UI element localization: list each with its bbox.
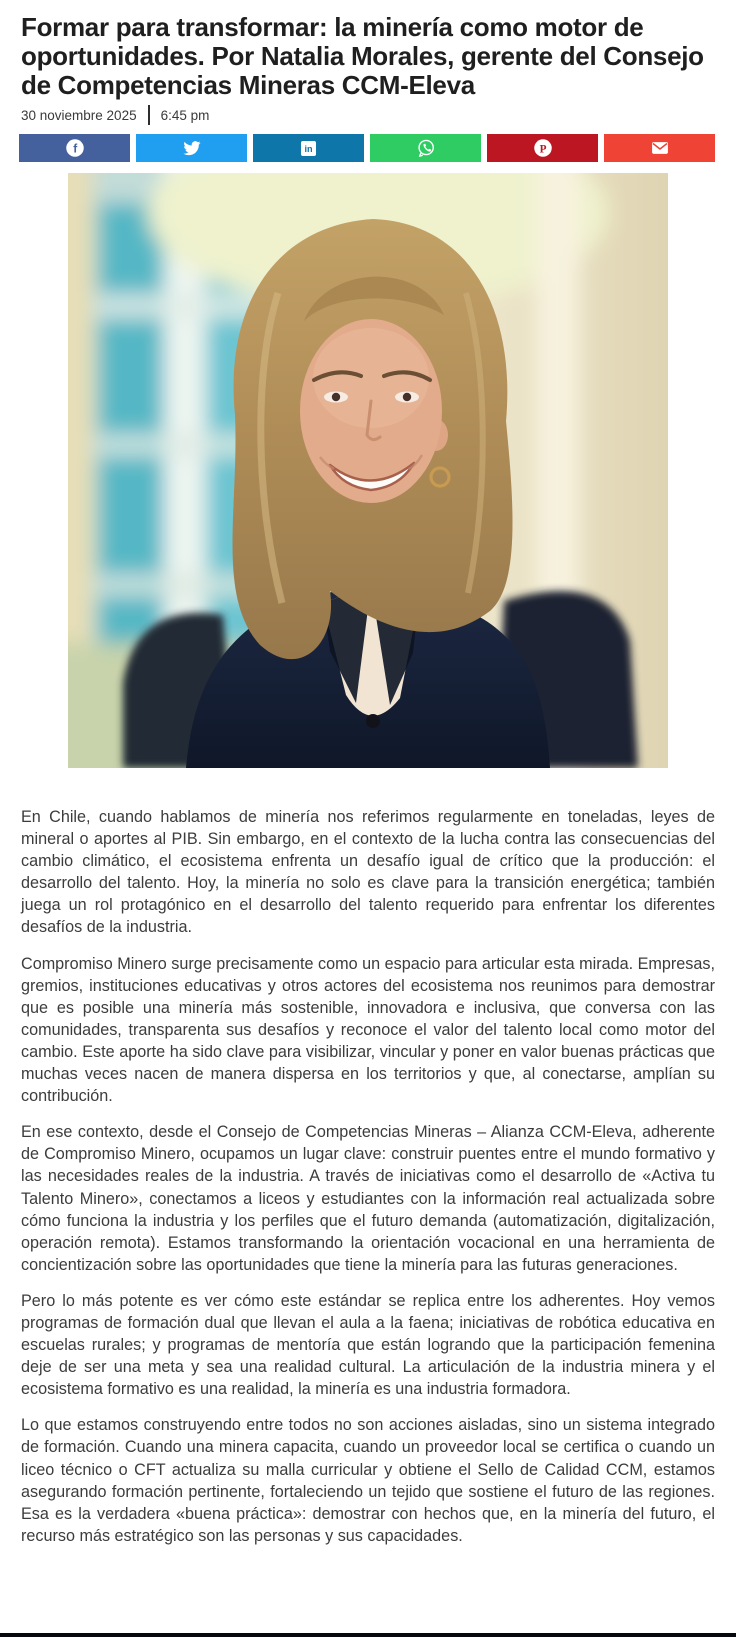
article-content (0, 0, 736, 162)
article-photo (68, 173, 668, 768)
article-paragraph: En Chile, cuando hablamos de minería nos referimos regularmente en toneladas, leyes de mineral o aportes al PIB. Sin embargo, en el contexto de la lucha contra las consecuencias del cambio climático, el ecosistema enfrenta un desafío igual de crítico que la producción: el desarrollo del talento. Hoy, la minería no solo es clave para la transición energética; también juega un rol protagónico en el desarrollo del talento requerido para enfrentar los diferentes desafíos de la industria. (21, 808, 715, 937)
facebook-icon (65, 138, 85, 158)
article-time: 6:45 pm (160, 107, 210, 123)
footer-top-bar (0, 1633, 736, 1637)
article-body (0, 793, 736, 1547)
svg-text:in: in (304, 143, 313, 154)
article-date: 30 noviembre 2025 (21, 107, 137, 123)
share-pinterest-button[interactable] (487, 134, 598, 162)
svg-text:f: f (72, 141, 77, 156)
article-paragraph: Pero lo más potente es ver cómo este estándar se replica entre los adherentes. Hoy vemos programas de formación dual que llevan el aula a la faena; iniciativas de robótica educativa en escuelas rurales; y programas de mentoría que están logrando que la participación femenina deje de ser una meta y sea una realidad cultural. La articulación de la industria minera y el ecosistema formativo es una realidad, la minería es una industria formadora. (21, 1291, 715, 1399)
article-meta (21, 105, 715, 125)
share-bar (19, 134, 715, 162)
pinterest-icon (533, 138, 553, 158)
page-title: Formar para transformar: la minería como motor de oportunidades. Por Natalia Morales, gerente del Consejo de Competencias Mineras CCM-Eleva (21, 12, 704, 100)
twitter-icon (182, 139, 201, 158)
share-linkedin-button[interactable] (253, 134, 364, 162)
share-twitter-button[interactable] (136, 134, 247, 162)
article-paragraph: Lo que estamos construyendo entre todos no son acciones aisladas, sino un sistema integrado de formación. Cuando una minera capacita, cuando un proveedor local se certifica o cuando un liceo técnico o CFT actualiza su malla curricular y obtiene el Sello de Calidad CCM, estamos asegurando formación pertinente, fortaleciendo un tejido que sostiene el futuro de las regiones. Esa es la verdadera «buena práctica»: demostrar con hechos que, en la minería del futuro, el recurso más estratégico son las personas y sus capacidades. (21, 1416, 715, 1545)
whatsapp-icon (416, 138, 436, 158)
share-email-button[interactable] (604, 134, 715, 162)
article-paragraph: En ese contexto, desde el Consejo de Competencias Mineras – Alianza CCM-Eleva, adherente de Compromiso Minero, ocupamos un lugar clave: construir puentes entre el mundo formativo y las necesidades reales de la industria. A través de iniciativas como el desarrollo de «Activa tu Talento Minero», conectamos a liceos y estudiantes con la información real actualizada sobre cómo funciona la industria y los perfiles que el futuro demanda (automatización, digitalización, operación remota). Estamos transformando la orientación vocacional en una herramienta de concientización sobre las oportunidades que tiene la minería para las futuras generaciones. (21, 1123, 715, 1274)
article-paragraph: Compromiso Minero surge precisamente como un espacio para articular esta mirada. Empresas, gremios, instituciones educativas y otros actores del ecosistema nos reunimos para demostrar que es posible una minería más sostenible, innovadora e inclusiva, que conversa con las comunidades, transparenta sus desafíos y reconoce el valor del talento local como motor del cambio. Este aporte ha sido clave para visibilizar, vincular y poner en valor buenas prácticas que muchas veces nacen de manera dispersa en los territorios y que, al conectarse, amplían su contribución. (21, 954, 715, 1106)
meta-divider (148, 105, 150, 125)
svg-text:P: P (539, 143, 546, 156)
email-icon (650, 138, 670, 158)
linkedin-icon (299, 139, 318, 158)
share-whatsapp-button[interactable] (370, 134, 481, 162)
share-facebook-button[interactable] (19, 134, 130, 162)
portrait-photo-illustration (68, 173, 668, 768)
